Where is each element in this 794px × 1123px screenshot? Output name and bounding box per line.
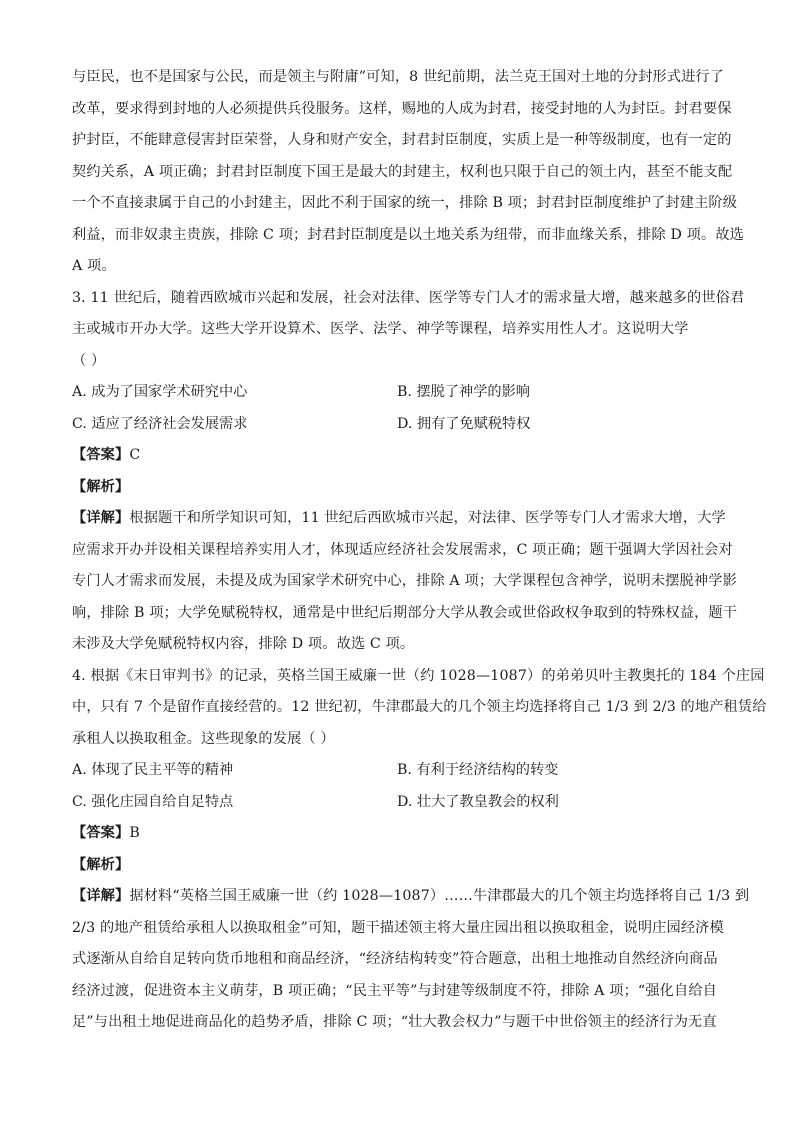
detail-text: 根据题干和所学知识可知，11 世纪后西欧城市兴起，对法律、医学等专门人才需求大增，大学: [129, 510, 726, 526]
analysis-label: 【解析】: [72, 478, 130, 495]
answer-label: 【答案】: [72, 825, 130, 841]
question-3-analysis-heading: [72, 472, 727, 504]
question-4-detail: 经济过渡，促进资本主义萌芽，B 项正确；“民主平等”与封建等级制度不符，排除 A 项；“强化自给自: [72, 982, 718, 999]
question-4-analysis-heading: [72, 850, 727, 882]
detail-label: 【详解】: [72, 888, 130, 904]
text-line: 与臣民，也不是国家与公民，而是领主与附庸”可知，8 世纪前期，法兰克王国对土地的分封形式进行了: [72, 69, 725, 85]
option-a: A. 成为了国家学术研究中心: [72, 384, 248, 400]
question-3-detail: [72, 503, 727, 535]
option-b: B. 摆脱了神学的影响: [397, 384, 530, 400]
text-line: 契约关系，A 项正确；封君封臣制度下国王是最大的封建主，权利也只限于自己的领土内，甚至不能支配: [72, 163, 733, 180]
question-3-options-row: [72, 377, 727, 409]
question-3-detail: 响，排除 B 项；大学免赋税特权，通常是中世纪后期部分大学从教会或世俗政权争取到的特殊权益，题干: [72, 604, 738, 621]
option-d: D. 壮大了教皇教会的权利: [397, 793, 559, 810]
question-4-options-row: [72, 755, 727, 787]
question-4-detail: 2/3 的地产租赁给承租人以换取租金”可知，题干描述领主将大量庄园出租以换取租金，说明庄园经济模: [72, 919, 724, 936]
text-line: 改革，要求得到封地的人必须提供兵役服务。这样，赐地的人成为封君，接受封地的人为封臣。封君要保: [72, 100, 732, 117]
option-c: C. 强化庄园自给自足特点: [72, 793, 234, 810]
option-d: D. 拥有了免赋税特权: [397, 415, 531, 432]
text-line: 护封臣，不能肆意侵害封臣荣誉，人身和财产安全，封君封臣制度，实质上是一种等级制度，也有一定的: [72, 132, 732, 148]
question-4-detail: 足”与出租土地促进商品化的趋势矛盾，排除 C 项；“壮大教会权力”与题干中世俗领主的经济行为无直: [72, 1014, 717, 1030]
answer-value: B: [129, 825, 140, 841]
answer-label: 【答案】: [72, 447, 130, 463]
question-3-stem: 3. 11 世纪后，随着西欧城市兴起和发展，社会对法律、医学等专门人才的需求量大增，越来越多的世俗君: [72, 289, 745, 306]
text-line: A 项。: [72, 258, 116, 274]
document-page: [72, 62, 767, 1039]
text-line: 利益，而非奴隶主贵族，排除 C 项；封君封臣制度是以土地关系为纽带，而非血缘关系，排除 D 项。故选: [72, 226, 745, 243]
analysis-label: 【解析】: [72, 856, 130, 873]
question-3-options-row: [72, 409, 727, 441]
question-3-detail: 专门人才需求而发展，未提及成为国家学术研究中心，排除 A 项；大学课程包含神学，说明未摆脱神学影: [72, 573, 737, 589]
question-3-detail: 应需求开办并设相关课程培养实用人才，体现适应经济社会发展需求，C 项正确；题干强调大学因社会对: [72, 541, 733, 558]
question-3-stem: 主或城市开办大学。这些大学开设算术、医学、法学、神学等课程，培养实用性人才。这说明大学: [72, 321, 689, 337]
option-a: A. 体现了民主平等的精神: [72, 762, 234, 778]
question-4-stem: 承租人以换取租金。这些现象的发展（ ）: [72, 730, 335, 747]
question-3-answer: [72, 440, 727, 472]
question-4-stem: 中，只有 7 个是留作直接经营的。12 世纪初，牛津郡最大的几个领主均选择将自己 1/3 到 2/3 的地产租赁给: [72, 699, 767, 715]
question-4-detail: [72, 881, 750, 913]
option-c: C. 适应了经济社会发展需求: [72, 415, 248, 432]
question-4-detail: 式逐渐从自给自足转向货币地租和商品经济，“经济结构转变”符合题意，出租土地推动自然经济向商品: [72, 951, 718, 967]
question-3-blank: （ ）: [72, 352, 106, 369]
text-line: 一个不直接隶属于自己的小封建主，因此不利于国家的统一，排除 B 项；封君封臣制度维护了封建主阶级: [72, 195, 738, 211]
question-4-options-row: [72, 787, 727, 819]
detail-label: 【详解】: [72, 510, 130, 526]
question-4-stem: 4. 根据《末日审判书》的记录，英格兰国王威廉一世（约 1028—1087）的弟弟贝叶主教奥托的 184 个庄园: [72, 667, 765, 684]
question-3-detail: 未涉及大学免赋税特权内容，排除 D 项。故选 C 项。: [72, 636, 415, 652]
option-b: B. 有利于经济结构的转变: [397, 762, 559, 778]
detail-text: 据材料“英格兰国王威廉一世（约 1028—1087）……牛津郡最大的几个领主均选择将自己 1/3 到: [129, 888, 750, 904]
question-4-answer: [72, 818, 727, 850]
answer-value: C: [129, 447, 141, 463]
